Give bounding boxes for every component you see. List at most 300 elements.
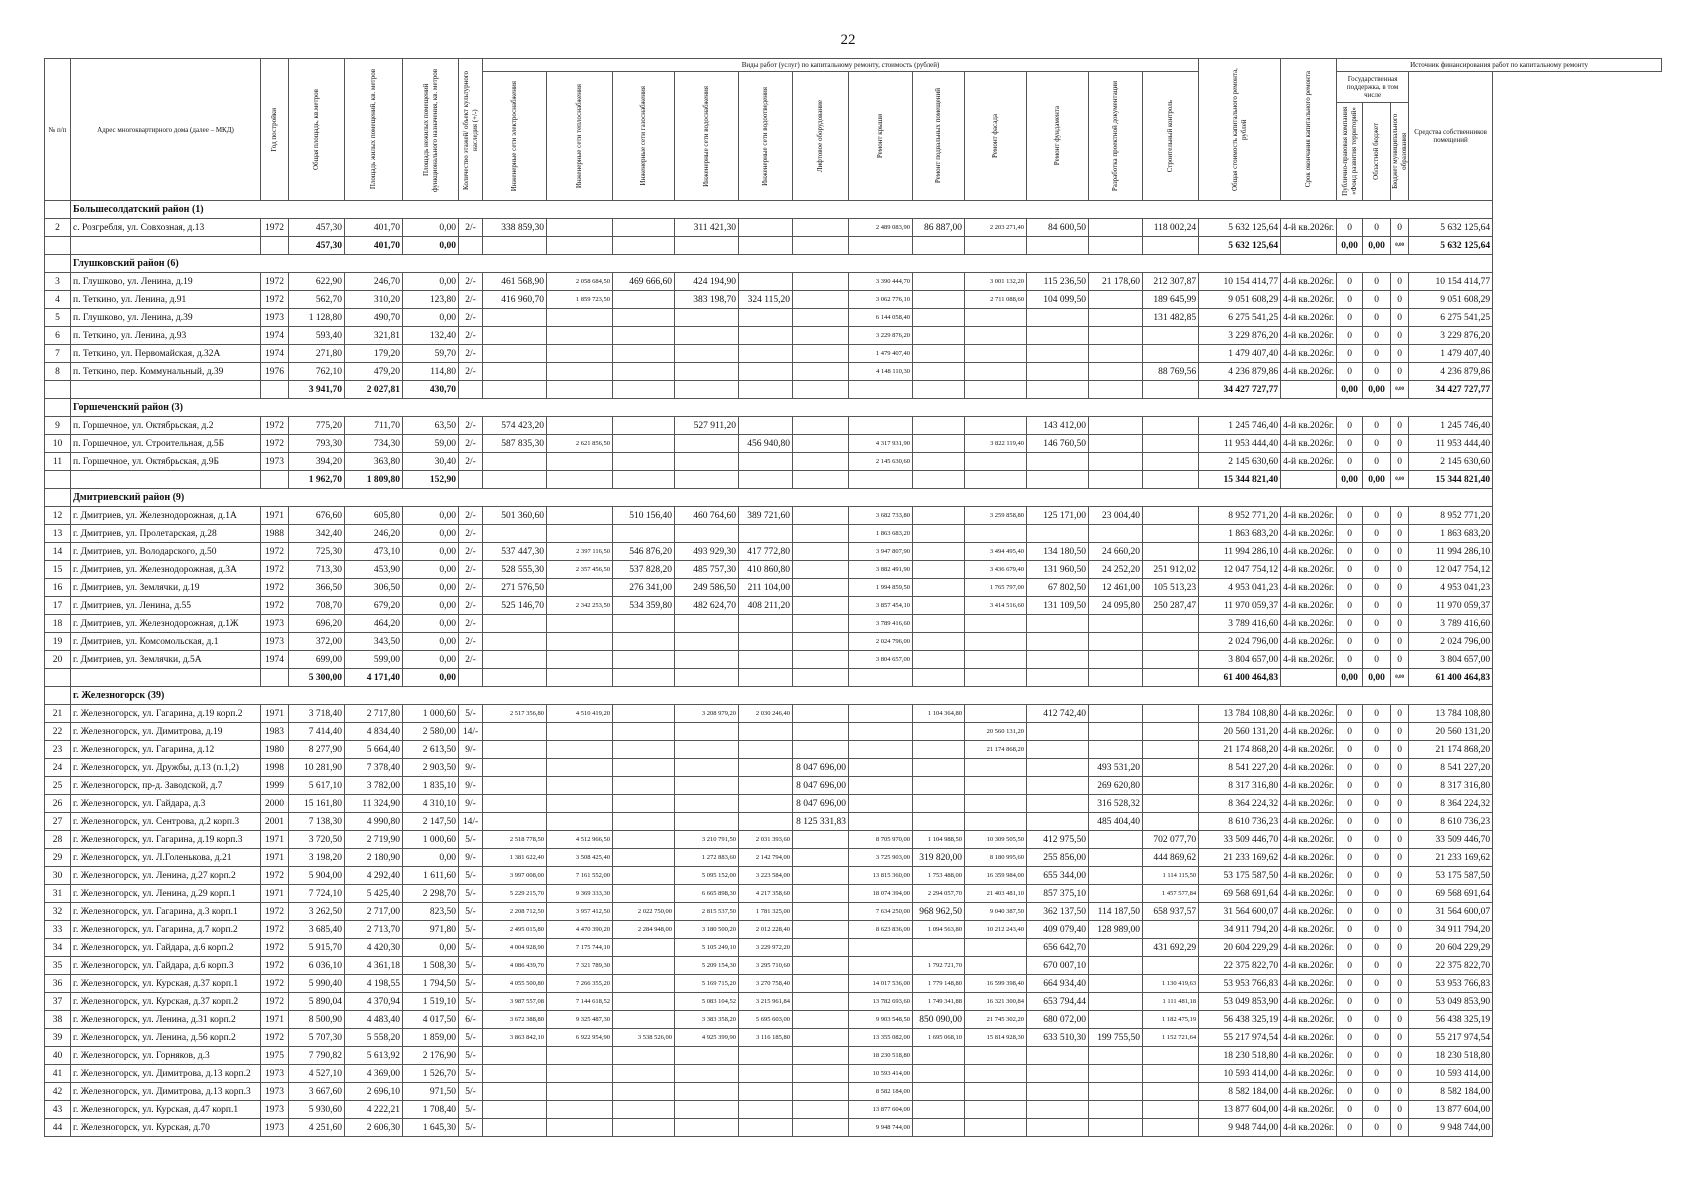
- table-cell: 0: [1337, 1119, 1363, 1137]
- table-cell: 0: [1363, 1047, 1391, 1065]
- table-cell: 1972: [261, 417, 289, 435]
- table-cell: 0,00: [403, 615, 459, 633]
- table-cell: 655 344,00: [1027, 867, 1089, 885]
- table-cell: 0: [1337, 1101, 1363, 1119]
- table-cell: 0: [1363, 1029, 1391, 1047]
- table-cell: 485 404,40: [1089, 813, 1143, 831]
- table-cell: [483, 795, 547, 813]
- table-cell: [793, 345, 849, 363]
- table-cell: 2 613,50: [403, 741, 459, 759]
- table-cell: 1972: [261, 291, 289, 309]
- table-cell: [45, 201, 71, 219]
- table-cell: [547, 237, 613, 255]
- table-cell: [913, 1119, 965, 1137]
- table-cell: 143 412,00: [1027, 417, 1089, 435]
- table-cell: 2/-: [459, 651, 483, 669]
- table-cell: 212 307,87: [1143, 273, 1199, 291]
- table-cell: 0: [1391, 921, 1409, 939]
- table-cell: [913, 237, 965, 255]
- table-cell: 7 414,40: [289, 723, 345, 741]
- table-cell: 4-й кв.2026г.: [1281, 723, 1337, 741]
- table-cell: 13 782 693,60: [849, 993, 913, 1011]
- table-cell: [913, 417, 965, 435]
- table-cell: 8: [45, 363, 71, 381]
- table-cell: 104 099,50: [1027, 291, 1089, 309]
- table-cell: [1089, 1011, 1143, 1029]
- table-cell: 0,00: [403, 219, 459, 237]
- table-cell: 4 990,80: [345, 813, 403, 831]
- table-cell: 9/-: [459, 849, 483, 867]
- table-cell: [483, 1083, 547, 1101]
- table-cell: 20: [45, 651, 71, 669]
- table-cell: 1973: [261, 453, 289, 471]
- table-cell: 2 606,30: [345, 1119, 403, 1137]
- table-row: [45, 831, 1662, 849]
- table-cell: [793, 291, 849, 309]
- table-cell: 42: [45, 1083, 71, 1101]
- table-cell: 319 820,00: [913, 849, 965, 867]
- table-cell: 456 940,80: [739, 435, 793, 453]
- table-cell: Дмитриевский район (9): [71, 489, 1493, 507]
- table-cell: [1143, 615, 1199, 633]
- table-cell: г. Дмитриев, ул. Комсомольская, д.1: [71, 633, 261, 651]
- table-cell: 5/-: [459, 1119, 483, 1137]
- table-cell: 0: [1391, 579, 1409, 597]
- table-cell: [613, 1011, 675, 1029]
- table-cell: 0: [1363, 1011, 1391, 1029]
- table-cell: [1089, 1083, 1143, 1101]
- table-cell: 0: [1363, 1065, 1391, 1083]
- table-cell: г. Железногорск, ул. Гайдара, д.3: [71, 795, 261, 813]
- table-cell: 2 580,00: [403, 723, 459, 741]
- table-cell: 408 211,20: [739, 597, 793, 615]
- table-cell: 15 161,80: [289, 795, 345, 813]
- table-cell: 5/-: [459, 957, 483, 975]
- table-cell: [1089, 939, 1143, 957]
- table-cell: 3 997 008,00: [483, 867, 547, 885]
- table-cell: п. Теткино, ул. Ленина, д.91: [71, 291, 261, 309]
- table-cell: 5 904,00: [289, 867, 345, 885]
- table-cell: [965, 615, 1027, 633]
- table-cell: 131 109,50: [1027, 597, 1089, 615]
- table-cell: 5/-: [459, 1047, 483, 1065]
- table-cell: [1143, 777, 1199, 795]
- table-cell: [1027, 1065, 1089, 1083]
- table-cell: 13 877 604,00: [849, 1101, 913, 1119]
- table-cell: [613, 705, 675, 723]
- table-cell: [613, 1083, 675, 1101]
- table-cell: 3 782,00: [345, 777, 403, 795]
- table-cell: 4-й кв.2026г.: [1281, 1011, 1337, 1029]
- table-cell: [1089, 993, 1143, 1011]
- table-row: [45, 1083, 1662, 1101]
- table-cell: 21 178,60: [1089, 273, 1143, 291]
- table-cell: 5/-: [459, 885, 483, 903]
- table-cell: 1 104 988,50: [913, 831, 965, 849]
- table-cell: 20 560 131,20: [1199, 723, 1281, 741]
- table-cell: [1143, 759, 1199, 777]
- table-cell: 562,70: [289, 291, 345, 309]
- table-cell: 0: [1391, 1047, 1409, 1065]
- table-cell: [913, 435, 965, 453]
- table-cell: 4 171,40: [345, 669, 403, 687]
- table-cell: 3 494 495,40: [965, 543, 1027, 561]
- table-cell: 342,40: [289, 525, 345, 543]
- table-cell: 7 138,30: [289, 813, 345, 831]
- table-cell: 0: [1363, 543, 1391, 561]
- table-cell: 599,00: [345, 651, 403, 669]
- table-cell: 4 086 439,70: [483, 957, 547, 975]
- table-cell: 1972: [261, 939, 289, 957]
- table-cell: 2 208 712,50: [483, 903, 547, 921]
- table-cell: [675, 363, 739, 381]
- table-cell: 53 049 853,90: [1199, 993, 1281, 1011]
- table-cell: [965, 1083, 1027, 1101]
- table-cell: 5 105 249,10: [675, 939, 739, 957]
- table-cell: 20 560 131,20: [965, 723, 1027, 741]
- table-cell: 658 937,57: [1143, 903, 1199, 921]
- table-cell: г. Железногорск, ул. Гагарина, д.3 корп.1: [71, 903, 261, 921]
- table-cell: [739, 1101, 793, 1119]
- table-cell: [547, 507, 613, 525]
- table-cell: 0: [1337, 417, 1363, 435]
- table-cell: 8 500,90: [289, 1011, 345, 1029]
- table-cell: [547, 633, 613, 651]
- table-cell: 1 128,80: [289, 309, 345, 327]
- table-cell: [1089, 831, 1143, 849]
- table-cell: 0: [1363, 813, 1391, 831]
- table-cell: 1973: [261, 1083, 289, 1101]
- table-row: [45, 453, 1662, 471]
- table-cell: 3 229 876,20: [849, 327, 913, 345]
- table-cell: 2 012 228,40: [739, 921, 793, 939]
- table-cell: 3 789 416,60: [1199, 615, 1281, 633]
- table-cell: 2/-: [459, 291, 483, 309]
- table-cell: [1089, 435, 1143, 453]
- table-cell: 0,00: [403, 633, 459, 651]
- table-cell: 211 104,00: [739, 579, 793, 597]
- table-cell: 9 051 608,29: [1409, 291, 1493, 309]
- table-cell: 0: [1363, 849, 1391, 867]
- table-cell: [793, 1083, 849, 1101]
- table-cell: [613, 345, 675, 363]
- table-cell: 15: [45, 561, 71, 579]
- table-cell: 6 275 541,25: [1409, 309, 1493, 327]
- table-cell: 21 403 481,10: [965, 885, 1027, 903]
- table-cell: [793, 957, 849, 975]
- table-cell: 0: [1391, 849, 1409, 867]
- table-cell: 29: [45, 849, 71, 867]
- table-cell: 0: [1363, 795, 1391, 813]
- table-cell: 4-й кв.2026г.: [1281, 1047, 1337, 1065]
- table-cell: 3 725 903,00: [849, 849, 913, 867]
- table-cell: [547, 813, 613, 831]
- district-total-row: [45, 381, 1662, 399]
- table-cell: 11 970 059,37: [1409, 597, 1493, 615]
- table-cell: [1027, 1119, 1089, 1137]
- table-cell: 485 757,30: [675, 561, 739, 579]
- table-cell: 53 175 587,50: [1409, 867, 1493, 885]
- table-cell: [793, 273, 849, 291]
- table-cell: 5 915,70: [289, 939, 345, 957]
- table-cell: 482 624,70: [675, 597, 739, 615]
- table-cell: 4-й кв.2026г.: [1281, 327, 1337, 345]
- table-cell: [739, 651, 793, 669]
- table-cell: [793, 471, 849, 489]
- table-cell: 1 863 683,20: [1409, 525, 1493, 543]
- table-cell: 7 790,82: [289, 1047, 345, 1065]
- table-cell: 5/-: [459, 1101, 483, 1119]
- table-cell: 34 911 794,20: [1409, 921, 1493, 939]
- table-cell: 0: [1391, 651, 1409, 669]
- table-cell: 1 508,30: [403, 957, 459, 975]
- table-cell: г. Железногорск, ул. Гагарина, д.12: [71, 741, 261, 759]
- table-cell: [793, 327, 849, 345]
- table-cell: 3 882 491,90: [849, 561, 913, 579]
- table-cell: п. Глушково, ул. Ленина, д.39: [71, 309, 261, 327]
- table-cell: [1143, 1119, 1199, 1137]
- table-cell: 38: [45, 1011, 71, 1029]
- table-cell: 5/-: [459, 1029, 483, 1047]
- table-cell: 0: [1337, 849, 1363, 867]
- table-cell: 4 953 041,23: [1409, 579, 1493, 597]
- table-cell: 0: [1391, 831, 1409, 849]
- table-row: [45, 633, 1662, 651]
- table-cell: 0: [1337, 1029, 1363, 1047]
- table-cell: [965, 1119, 1027, 1137]
- table-cell: 6 275 541,25: [1199, 309, 1281, 327]
- table-cell: [739, 1065, 793, 1083]
- table-cell: [793, 381, 849, 399]
- table-cell: [1027, 525, 1089, 543]
- table-row: [45, 723, 1662, 741]
- table-cell: 1 863 683,20: [849, 525, 913, 543]
- table-cell: 9 040 387,50: [965, 903, 1027, 921]
- table-cell: 4-й кв.2026г.: [1281, 273, 1337, 291]
- table-cell: 16 599 398,40: [965, 975, 1027, 993]
- table-cell: Глушковский район (6): [71, 255, 1493, 273]
- table-cell: [1089, 309, 1143, 327]
- table-cell: 7 161 552,00: [547, 867, 613, 885]
- table-cell: 2/-: [459, 309, 483, 327]
- table-cell: п. Горшечное, ул. Октябрьская, д.9Б: [71, 453, 261, 471]
- table-cell: 622,90: [289, 273, 345, 291]
- table-cell: г. Железногорск, ул. Курская, д.37 корп.1: [71, 975, 261, 993]
- table-cell: 968 962,50: [913, 903, 965, 921]
- table-row: [45, 741, 1662, 759]
- table-cell: [965, 381, 1027, 399]
- table-cell: 53 175 587,50: [1199, 867, 1281, 885]
- table-cell: 2 717,00: [345, 903, 403, 921]
- table-cell: 0,00: [1363, 381, 1391, 399]
- table-cell: 527 911,20: [675, 417, 739, 435]
- table-cell: [913, 939, 965, 957]
- table-cell: 3 116 185,80: [739, 1029, 793, 1047]
- table-cell: [1143, 1101, 1199, 1119]
- table-cell: [739, 615, 793, 633]
- table-cell: 15 814 928,30: [965, 1029, 1027, 1047]
- table-cell: 1974: [261, 651, 289, 669]
- table-cell: 2/-: [459, 633, 483, 651]
- table-cell: 24 252,20: [1089, 561, 1143, 579]
- table-cell: [483, 651, 547, 669]
- table-cell: 0: [1337, 993, 1363, 1011]
- table-cell: 14/-: [459, 813, 483, 831]
- table-row: [45, 291, 1662, 309]
- header-control: Строительный контроль: [1143, 72, 1199, 201]
- table-cell: 1 114 115,50: [1143, 867, 1199, 885]
- table-cell: 363,80: [345, 453, 403, 471]
- table-cell: 9 325 487,30: [547, 1011, 613, 1029]
- table-cell: 0: [1391, 993, 1409, 1011]
- table-cell: 255 856,00: [1027, 849, 1089, 867]
- table-cell: 1972: [261, 219, 289, 237]
- table-cell: 0: [1391, 453, 1409, 471]
- table-cell: 30: [45, 867, 71, 885]
- table-cell: 1972: [261, 561, 289, 579]
- table-cell: 501 360,60: [483, 507, 547, 525]
- table-cell: 15 344 821,40: [1199, 471, 1281, 489]
- table-cell: 0: [1391, 291, 1409, 309]
- table-cell: [793, 939, 849, 957]
- table-cell: 1972: [261, 273, 289, 291]
- table-cell: [849, 471, 913, 489]
- table-cell: 537 828,20: [613, 561, 675, 579]
- table-cell: 10 593 414,00: [849, 1065, 913, 1083]
- table-cell: 5/-: [459, 975, 483, 993]
- table-cell: 1971: [261, 885, 289, 903]
- header-year: Год постройки: [261, 59, 289, 201]
- table-row: [45, 219, 1662, 237]
- table-cell: 417 772,80: [739, 543, 793, 561]
- table-cell: 1 994 859,50: [849, 579, 913, 597]
- table-cell: 1 809,80: [345, 471, 403, 489]
- table-cell: [71, 381, 261, 399]
- table-cell: 1972: [261, 993, 289, 1011]
- district-total-row: [45, 471, 1662, 489]
- table-cell: 4-й кв.2026г.: [1281, 1101, 1337, 1119]
- table-cell: [913, 597, 965, 615]
- table-cell: 0: [1391, 975, 1409, 993]
- table-cell: 0: [1391, 795, 1409, 813]
- table-cell: 5 095 152,00: [675, 867, 739, 885]
- header-living-area: Площадь жилых помещений, кв. метров: [345, 59, 403, 201]
- table-cell: 2 176,90: [403, 1047, 459, 1065]
- table-cell: [613, 435, 675, 453]
- table-cell: 0: [1363, 741, 1391, 759]
- table-cell: [459, 669, 483, 687]
- table-cell: [613, 939, 675, 957]
- table-cell: 0: [1363, 1083, 1391, 1101]
- table-cell: 4 510 419,20: [547, 705, 613, 723]
- table-cell: 34 427 727,77: [1409, 381, 1493, 399]
- table-cell: [675, 759, 739, 777]
- table-cell: г. Железногорск, ул. Дружбы, д.13 (п.1,2): [71, 759, 261, 777]
- table-cell: 69 568 691,64: [1199, 885, 1281, 903]
- table-cell: п. Теткино, ул. Ленина, д.93: [71, 327, 261, 345]
- table-cell: 4-й кв.2026г.: [1281, 957, 1337, 975]
- table-cell: 21 174 868,20: [1199, 741, 1281, 759]
- table-cell: 22 375 822,70: [1199, 957, 1281, 975]
- table-cell: 321,81: [345, 327, 403, 345]
- district-header-row: [45, 399, 1662, 417]
- capital-repair-table: [44, 58, 1662, 1137]
- table-cell: 775,20: [289, 417, 345, 435]
- table-cell: [793, 831, 849, 849]
- table-cell: [913, 381, 965, 399]
- header-design: Разработка проектной документации: [1089, 72, 1143, 201]
- table-cell: 5 632 125,64: [1199, 237, 1281, 255]
- table-cell: [1089, 1101, 1143, 1119]
- table-cell: [613, 525, 675, 543]
- table-cell: г. Дмитриев, ул. Железнодорожная, д.1А: [71, 507, 261, 525]
- table-cell: [739, 777, 793, 795]
- table-cell: 1 779 148,80: [913, 975, 965, 993]
- table-cell: 0: [1391, 561, 1409, 579]
- table-cell: 0: [1363, 975, 1391, 993]
- header-water: Инженерные сети водоснабжения: [675, 72, 739, 201]
- table-cell: 0: [1391, 273, 1409, 291]
- table-cell: [613, 1065, 675, 1083]
- table-cell: [547, 327, 613, 345]
- table-cell: 7 378,40: [345, 759, 403, 777]
- table-cell: [1089, 291, 1143, 309]
- table-cell: [613, 453, 675, 471]
- table-cell: [965, 327, 1027, 345]
- table-cell: 0: [1337, 597, 1363, 615]
- table-cell: п. Горшечное, ул. Строительная, д.5Б: [71, 435, 261, 453]
- table-cell: 0: [1337, 327, 1363, 345]
- table-cell: 4 292,40: [345, 867, 403, 885]
- table-cell: 3 957 412,50: [547, 903, 613, 921]
- table-cell: 146 760,50: [1027, 435, 1089, 453]
- table-cell: [913, 651, 965, 669]
- table-cell: 4-й кв.2026г.: [1281, 615, 1337, 633]
- table-cell: 21 174 868,20: [1409, 741, 1493, 759]
- table-cell: [45, 381, 71, 399]
- table-cell: 1983: [261, 723, 289, 741]
- table-cell: [483, 381, 547, 399]
- table-cell: 2 342 253,50: [547, 597, 613, 615]
- table-cell: 1972: [261, 867, 289, 885]
- table-cell: 33: [45, 921, 71, 939]
- table-cell: 24 660,20: [1089, 543, 1143, 561]
- table-cell: [1143, 543, 1199, 561]
- table-cell: [1027, 327, 1089, 345]
- table-cell: 8 582 184,00: [1199, 1083, 1281, 1101]
- table-cell: 6 036,10: [289, 957, 345, 975]
- table-cell: 11 324,90: [345, 795, 403, 813]
- table-cell: 12: [45, 507, 71, 525]
- header-fund: Публично-правовая компания «Фонд развития территорий»: [1337, 103, 1363, 201]
- table-cell: 5 613,92: [345, 1047, 403, 1065]
- table-cell: [483, 669, 547, 687]
- table-cell: 1 000,60: [403, 705, 459, 723]
- table-cell: [739, 633, 793, 651]
- table-cell: 4-й кв.2026г.: [1281, 885, 1337, 903]
- table-cell: 8 317 316,80: [1409, 777, 1493, 795]
- table-cell: [965, 453, 1027, 471]
- table-row: [45, 597, 1662, 615]
- header-foundation: Ремонт фундамента: [1027, 72, 1089, 201]
- table-cell: [1089, 615, 1143, 633]
- table-cell: 3 295 710,60: [739, 957, 793, 975]
- table-cell: 118 002,24: [1143, 219, 1199, 237]
- table-cell: [965, 525, 1027, 543]
- header-lift: Лифтовое оборудование: [793, 72, 849, 201]
- table-cell: 4: [45, 291, 71, 309]
- table-cell: 7 634 250,00: [849, 903, 913, 921]
